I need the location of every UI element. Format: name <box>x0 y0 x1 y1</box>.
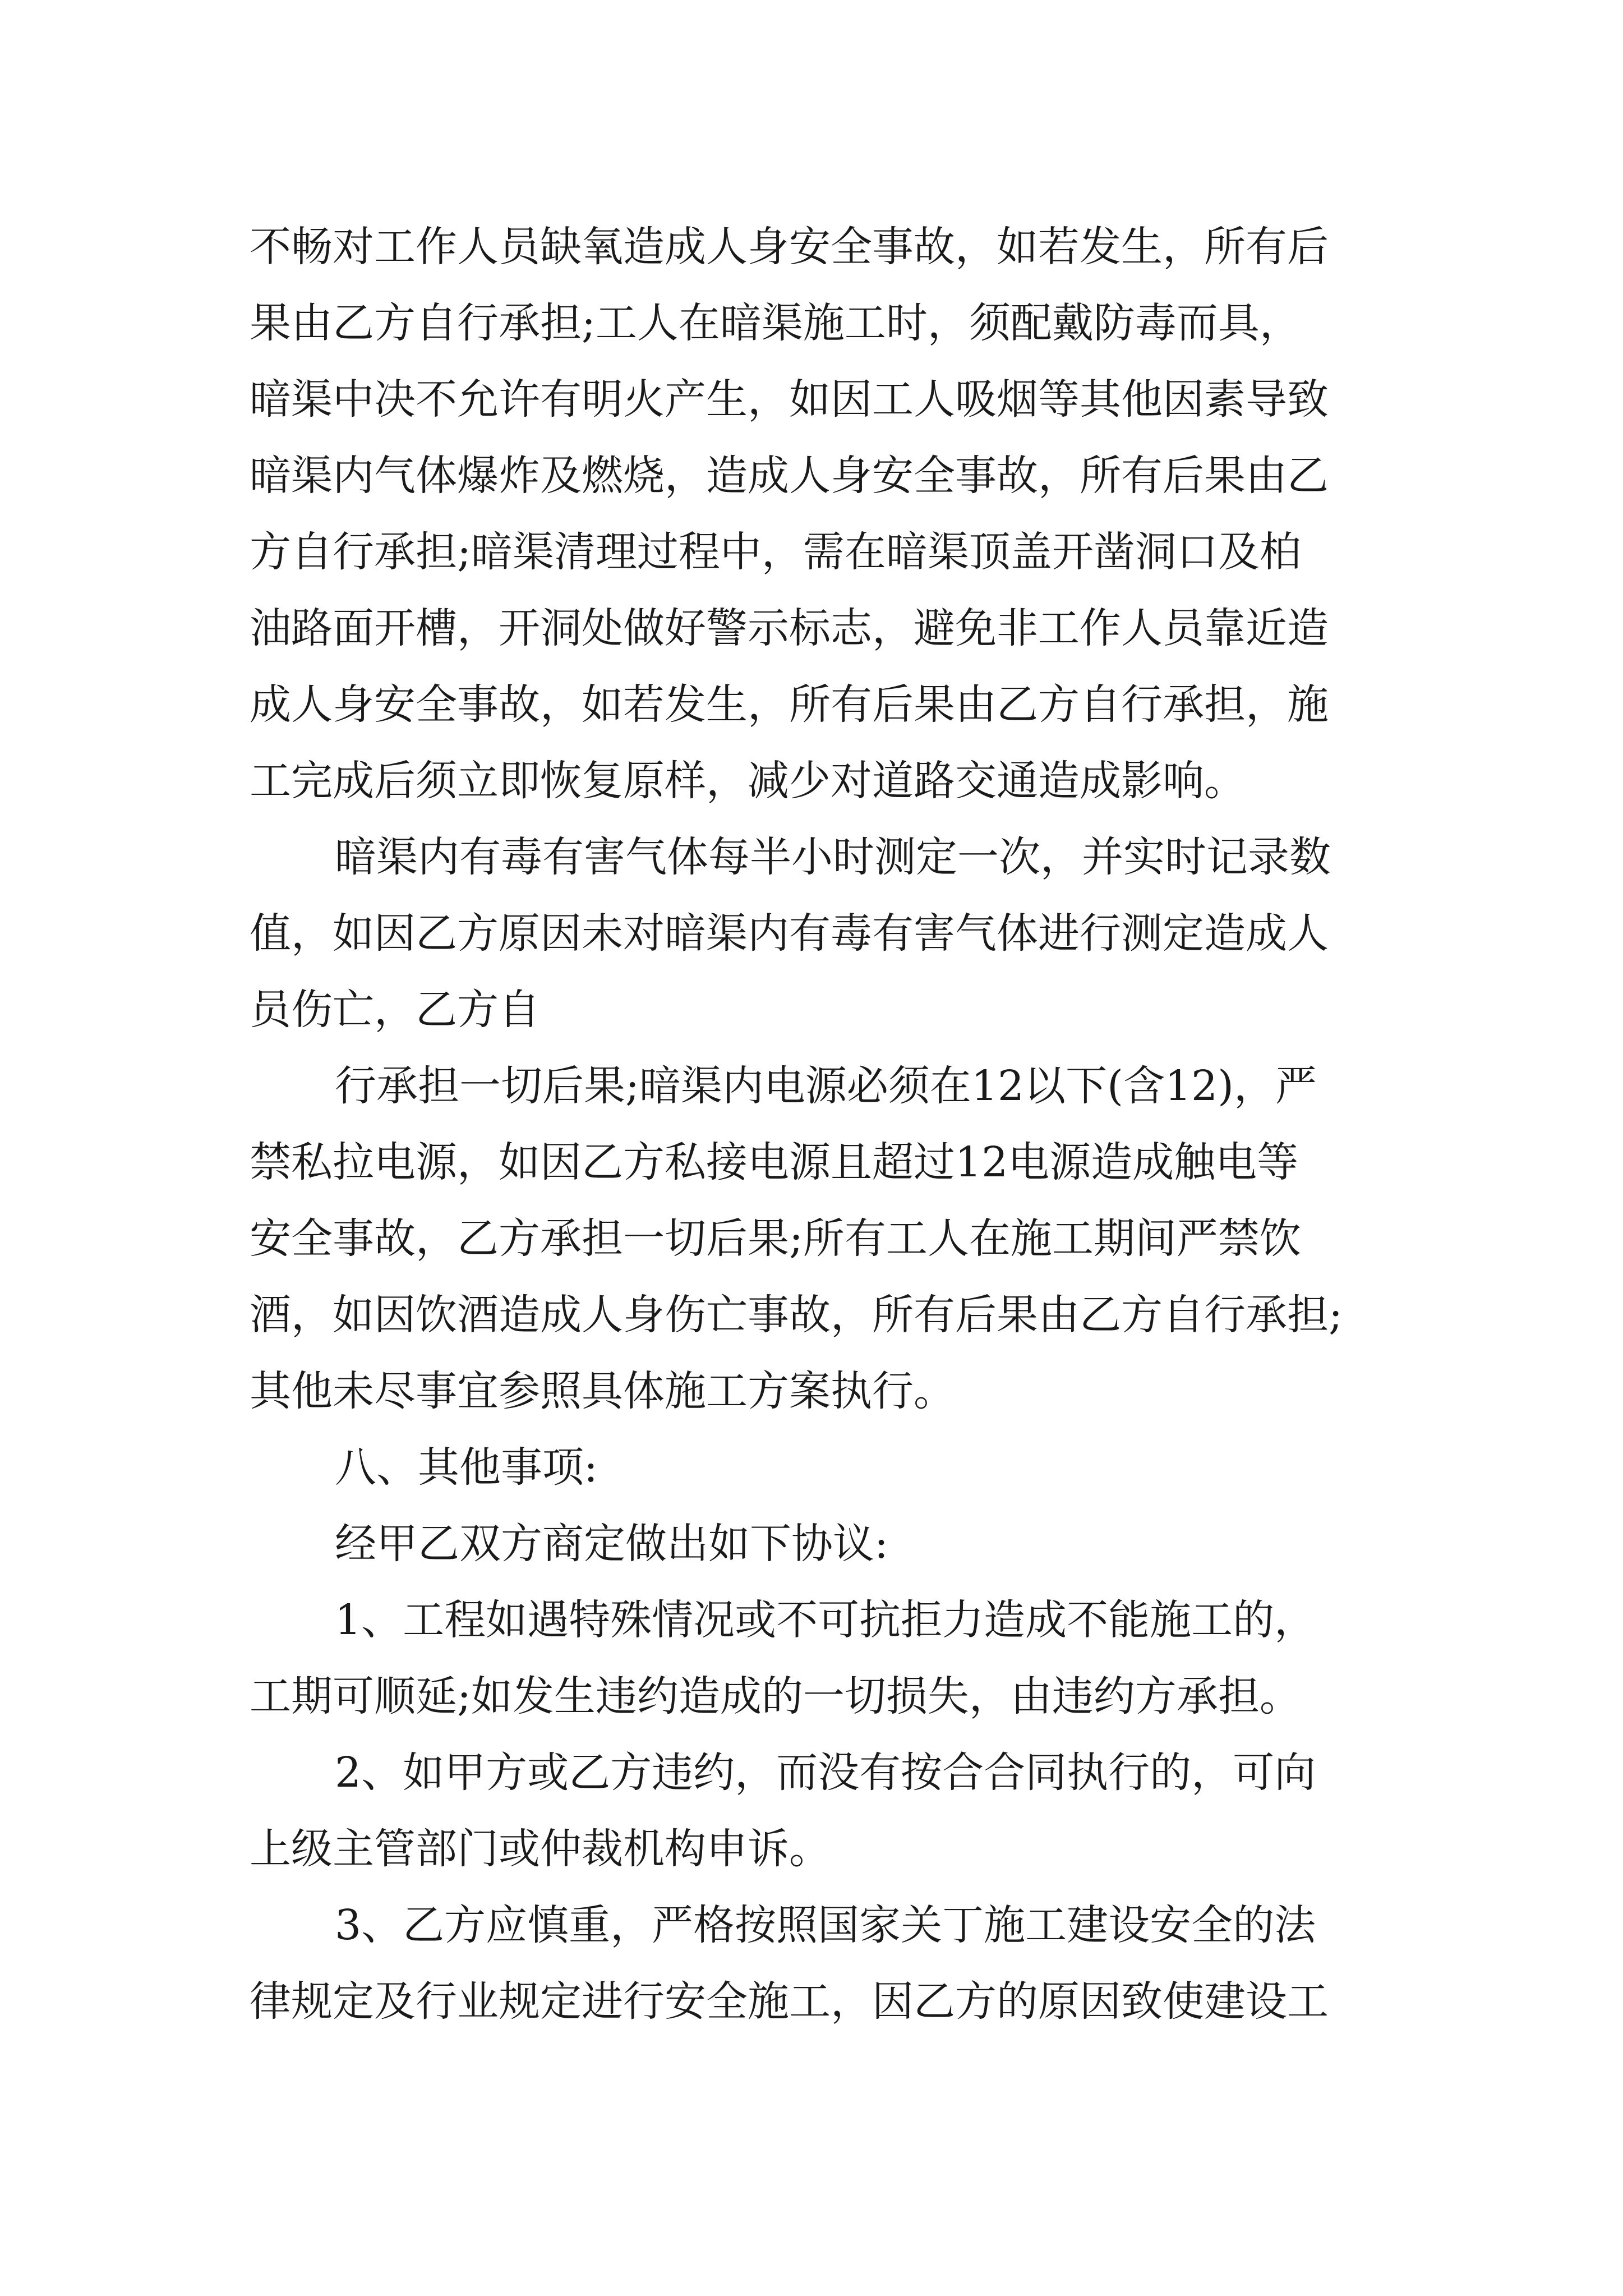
text-line: 暗渠中决不允许有明火产生，如因工人吸烟等其他因素导致 <box>250 375 1329 424</box>
text-line: 上级主管部门或仲裁机构申诉。 <box>250 1825 831 1873</box>
text-line: 成人身安全事故，如若发生，所有后果由乙方自行承担，施 <box>250 680 1329 729</box>
list-item: 1、工程如遇特殊情况或不可抗拒力造成不能施工的， <box>335 1596 1316 1644</box>
text-line: 方自行承担;暗渠清理过程中，需在暗渠顶盖开凿洞口及柏 <box>250 528 1301 576</box>
text-line: 禁私拉电源，如因乙方私接电源且超过12电源造成触电等 <box>250 1138 1299 1186</box>
text-line: 安全事故，乙方承担一切后果;所有工人在施工期间严禁饮 <box>250 1214 1301 1263</box>
text-line: 工期可顺延;如发生违约造成的一切损失，由违约方承担。 <box>250 1672 1301 1720</box>
text-line: 暗渠内有毒有害气体每半小时测定一次，并实时记录数 <box>335 833 1331 881</box>
section-heading: 八、其他事项: <box>335 1443 598 1492</box>
text-line: 员伤亡，乙方自 <box>250 986 540 1034</box>
text-line: 值，如因乙方原因未对暗渠内有毒有害气体进行测定造成人 <box>250 909 1329 958</box>
list-item: 3、乙方应慎重，严格按照国家关丁施工建设安全的法 <box>335 1901 1316 1949</box>
text-line: 律规定及行业规定进行安全施工，因乙方的原因致使建设工 <box>250 1977 1329 2026</box>
text-line: 工完成后须立即恢复原样，减少对道路交通造成影响。 <box>250 757 1246 805</box>
text-line: 经甲乙双方商定做出如下协议: <box>335 1520 888 1568</box>
text-line: 行承担一切后果;暗渠内电源必须在12以下(含12)，严 <box>335 1062 1317 1110</box>
list-item: 2、如甲方或乙方违约，而没有按合合同执行的，可向 <box>335 1749 1316 1797</box>
text-line: 不畅对工作人员缺氧造成人身安全事故，如若发生，所有后 <box>250 223 1329 271</box>
text-line: 果由乙方自行承担;工人在暗渠施工时，须配戴防毒而具， <box>250 299 1301 347</box>
text-line: 酒，如因饮酒造成人身伤亡事故，所有后果由乙方自行承担; <box>250 1291 1343 1339</box>
text-line: 油路面开槽，开洞处做好警示标志，避免非工作人员靠近造 <box>250 604 1329 652</box>
text-line: 暗渠内气体爆炸及燃烧，造成人身安全事故，所有后果由乙 <box>250 452 1329 500</box>
text-line: 其他未尽事宜参照具体施工方案执行。 <box>250 1367 955 1415</box>
